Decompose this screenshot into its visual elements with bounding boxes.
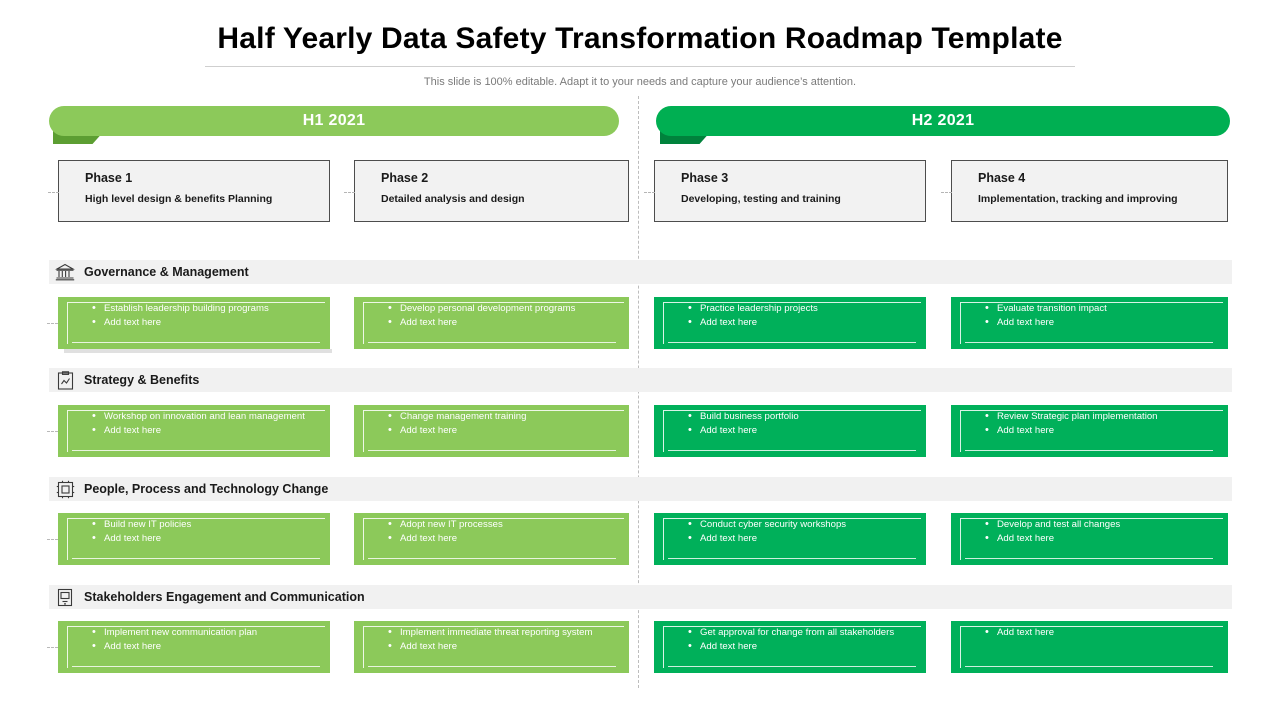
card-items: [654, 411, 920, 437]
card-item: • Add text here: [400, 533, 619, 546]
card-item: • Develop personal development programs: [400, 303, 619, 316]
card-items: [58, 627, 324, 653]
card-item: • Add text here: [997, 317, 1218, 330]
title-block: [0, 0, 1280, 88]
title-divider: [205, 66, 1075, 67]
card-gov-phase4[interactable]: [951, 297, 1228, 349]
row-connector: [47, 647, 58, 648]
card-items: [354, 411, 623, 437]
card-people-phase4[interactable]: [951, 513, 1228, 565]
phase-connector: [48, 192, 59, 193]
category-2-label: Strategy & Benefits: [84, 373, 200, 387]
phase-4-desc: Implementation, tracking and improving: [978, 193, 1178, 205]
card-item: • Review Strategic plan implementation: [997, 411, 1218, 424]
card-item: • Get approval for change from all stakeholders: [700, 627, 916, 640]
card-items: [654, 519, 920, 545]
card-item: • Practice leadership projects: [700, 303, 916, 316]
mobile-message-icon: [52, 586, 78, 608]
category-bar-people-process: [49, 477, 1232, 501]
card-stakeholders-phase2[interactable]: [354, 621, 629, 673]
phase-connector: [344, 192, 355, 193]
card-items: [354, 303, 623, 329]
card-underline: [72, 666, 320, 667]
card-stakeholders-phase1[interactable]: [58, 621, 330, 673]
phase-1-desc: High level design & benefits Planning: [85, 193, 273, 205]
card-item: • Build business portfolio: [700, 411, 916, 424]
card-item: • Add text here: [700, 425, 916, 438]
category-3-label: People, Process and Technology Change: [84, 482, 329, 496]
card-items: [951, 627, 1222, 640]
card-items: [951, 303, 1222, 329]
card-items: [951, 519, 1222, 545]
card-item: • Add text here: [400, 425, 619, 438]
page-subtitle: This slide is 100% editable. Adapt it to your needs and capture your audience’s attention.: [423, 76, 857, 88]
card-strategy-phase4[interactable]: [951, 405, 1228, 457]
card-item: • Implement immediate threat reporting system: [400, 627, 619, 640]
card-gov-phase3[interactable]: [654, 297, 926, 349]
card-underline: [368, 666, 616, 667]
card-item: • Add text here: [700, 317, 916, 330]
card-items: [354, 627, 623, 653]
card-item: • Workshop on innovation and lean management: [104, 411, 320, 424]
category-bar-strategy: [49, 368, 1232, 392]
phase-box-1[interactable]: [58, 160, 330, 222]
card-people-phase1[interactable]: [58, 513, 330, 565]
card-item: • Conduct cyber security workshops: [700, 519, 916, 532]
page-title: Half Yearly Data Safety Transformation Roadmap Template: [217, 22, 1063, 55]
phase-box-2[interactable]: [354, 160, 629, 222]
card-underline: [72, 450, 320, 451]
card-strategy-phase1[interactable]: [58, 405, 330, 457]
category-1-label: Governance & Management: [84, 265, 249, 279]
card-items: [354, 519, 623, 545]
card-underline: [965, 450, 1213, 451]
card-underline: [668, 450, 916, 451]
phase-2-desc: Detailed analysis and design: [381, 193, 525, 205]
half-header-h1: [49, 106, 619, 136]
row-connector: [47, 323, 58, 324]
card-items: [58, 519, 324, 545]
phase-connector: [941, 192, 952, 193]
card-gov-phase1[interactable]: [58, 297, 330, 349]
card-stakeholders-phase3[interactable]: [654, 621, 926, 673]
phase-connector: [644, 192, 655, 193]
bank-icon: [52, 261, 78, 283]
phase-3-name: Phase 3: [681, 171, 729, 185]
half-header-h1-label: H1 2021: [302, 112, 366, 129]
card-underline: [72, 342, 320, 343]
card-item: • Add text here: [997, 533, 1218, 546]
row-connector: [47, 431, 58, 432]
card-item: • Adopt new IT processes: [400, 519, 619, 532]
card-shadow: [64, 349, 332, 353]
card-item: • Add text here: [104, 533, 320, 546]
card-item: • Add text here: [104, 641, 320, 654]
card-underline: [668, 666, 916, 667]
card-item: • Add text here: [104, 317, 320, 330]
card-underline: [668, 558, 916, 559]
half-header-h2-label: H2 2021: [911, 112, 975, 129]
phase-2-name: Phase 2: [381, 171, 429, 185]
phase-box-3[interactable]: [654, 160, 926, 222]
card-underline: [368, 450, 616, 451]
card-item: • Implement new communication plan: [104, 627, 320, 640]
card-items: [654, 627, 920, 653]
card-people-phase3[interactable]: [654, 513, 926, 565]
card-item: • Add text here: [700, 533, 916, 546]
card-item: • Add text here: [400, 641, 619, 654]
category-bar-stakeholders: [49, 585, 1232, 609]
card-item: • Add text here: [400, 317, 619, 330]
phase-box-4[interactable]: [951, 160, 1228, 222]
card-stakeholders-phase4[interactable]: [951, 621, 1228, 673]
card-strategy-phase3[interactable]: [654, 405, 926, 457]
chip-icon: [52, 478, 78, 500]
card-underline: [965, 342, 1213, 343]
phase-4-name: Phase 4: [978, 171, 1026, 185]
card-underline: [668, 342, 916, 343]
half-header-h2: [656, 106, 1230, 136]
clipboard-chart-icon: [52, 369, 78, 391]
card-item: • Build new IT policies: [104, 519, 320, 532]
phase-1-name: Phase 1: [85, 171, 133, 185]
card-item: • Add text here: [104, 425, 320, 438]
card-item: • Add text here: [997, 627, 1218, 640]
category-bar-governance: [49, 260, 1232, 284]
phase-3-desc: Developing, testing and training: [681, 193, 841, 205]
card-items: [951, 411, 1222, 437]
card-underline: [965, 558, 1213, 559]
card-items: [58, 303, 324, 329]
card-people-phase2[interactable]: [354, 513, 629, 565]
card-item: • Change management training: [400, 411, 619, 424]
category-4-label: Stakeholders Engagement and Communication: [84, 590, 365, 604]
card-item: • Add text here: [700, 641, 916, 654]
card-item: • Evaluate transition impact: [997, 303, 1218, 316]
card-item: • Establish leadership building programs: [104, 303, 320, 316]
card-strategy-phase2[interactable]: [354, 405, 629, 457]
card-items: [654, 303, 920, 329]
card-items: [58, 411, 324, 437]
card-gov-phase2[interactable]: [354, 297, 629, 349]
row-connector: [47, 539, 58, 540]
card-underline: [72, 558, 320, 559]
card-item: • Develop and test all changes: [997, 519, 1218, 532]
card-underline: [965, 666, 1213, 667]
card-item: • Add text here: [997, 425, 1218, 438]
card-underline: [368, 342, 616, 343]
card-underline: [368, 558, 616, 559]
